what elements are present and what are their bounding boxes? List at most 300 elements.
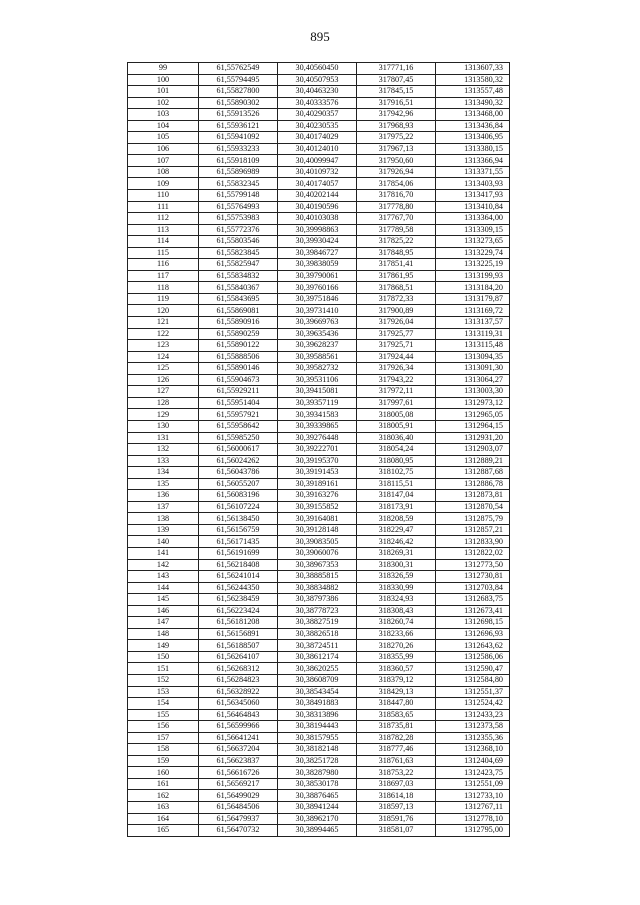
- point-number-cell: 111: [128, 201, 199, 213]
- longitude-cell: 30,39731410: [278, 305, 357, 317]
- longitude-cell: 30,38778723: [278, 605, 357, 617]
- table-row: [128, 802, 510, 814]
- point-number-cell: 114: [128, 236, 199, 248]
- latitude-cell: 61,55890146: [199, 363, 278, 375]
- longitude-cell: 30,38834882: [278, 582, 357, 594]
- table-row: [128, 420, 510, 432]
- y-coordinate-cell: 1313137,57: [436, 317, 510, 329]
- latitude-cell: 61,56637204: [199, 744, 278, 756]
- x-coordinate-cell: 317816,70: [357, 190, 436, 202]
- point-number-cell: 133: [128, 455, 199, 467]
- longitude-cell: 30,38543454: [278, 686, 357, 698]
- table-row: [128, 547, 510, 559]
- y-coordinate-cell: 1313179,87: [436, 293, 510, 305]
- x-coordinate-cell: 317825,22: [357, 236, 436, 248]
- point-number-cell: 164: [128, 813, 199, 825]
- y-coordinate-cell: 1312778,10: [436, 813, 510, 825]
- x-coordinate-cell: 318330,99: [357, 582, 436, 594]
- x-coordinate-cell: 317916,51: [357, 97, 436, 109]
- longitude-cell: 30,40230535: [278, 120, 357, 132]
- y-coordinate-cell: 1313580,32: [436, 74, 510, 86]
- y-coordinate-cell: 1312873,81: [436, 490, 510, 502]
- table-row: [128, 340, 510, 352]
- x-coordinate-cell: 318360,57: [357, 663, 436, 675]
- point-number-cell: 154: [128, 698, 199, 710]
- point-number-cell: 108: [128, 166, 199, 178]
- y-coordinate-cell: 1312886,78: [436, 478, 510, 490]
- longitude-cell: 30,40190596: [278, 201, 357, 213]
- y-coordinate-cell: 1313003,30: [436, 386, 510, 398]
- longitude-cell: 30,40174029: [278, 132, 357, 144]
- longitude-cell: 30,38313896: [278, 709, 357, 721]
- table-row: [128, 478, 510, 490]
- y-coordinate-cell: 1312355,36: [436, 732, 510, 744]
- point-number-cell: 126: [128, 374, 199, 386]
- longitude-cell: 30,39128148: [278, 524, 357, 536]
- y-coordinate-cell: 1312696,93: [436, 628, 510, 640]
- point-number-cell: 151: [128, 663, 199, 675]
- longitude-cell: 30,38962170: [278, 813, 357, 825]
- table-row: [128, 444, 510, 456]
- point-number-cell: 120: [128, 305, 199, 317]
- point-number-cell: 115: [128, 247, 199, 259]
- latitude-cell: 61,56055207: [199, 478, 278, 490]
- longitude-cell: 30,38994465: [278, 825, 357, 837]
- point-number-cell: 146: [128, 605, 199, 617]
- longitude-cell: 30,38827519: [278, 617, 357, 629]
- longitude-cell: 30,39341583: [278, 409, 357, 421]
- y-coordinate-cell: 1313490,32: [436, 97, 510, 109]
- y-coordinate-cell: 1313184,20: [436, 282, 510, 294]
- point-number-cell: 129: [128, 409, 199, 421]
- x-coordinate-cell: 317848,95: [357, 247, 436, 259]
- latitude-cell: 61,55762549: [199, 63, 278, 75]
- table-row: [128, 755, 510, 767]
- longitude-cell: 30,39635436: [278, 328, 357, 340]
- x-coordinate-cell: 318102,75: [357, 467, 436, 479]
- point-number-cell: 122: [128, 328, 199, 340]
- y-coordinate-cell: 1313229,74: [436, 247, 510, 259]
- table-row: [128, 247, 510, 259]
- table-row: [128, 490, 510, 502]
- latitude-cell: 61,56181208: [199, 617, 278, 629]
- point-number-cell: 134: [128, 467, 199, 479]
- table-row: [128, 213, 510, 225]
- x-coordinate-cell: 317968,93: [357, 120, 436, 132]
- y-coordinate-cell: 1313169,72: [436, 305, 510, 317]
- x-coordinate-cell: 318080,95: [357, 455, 436, 467]
- table-row: [128, 201, 510, 213]
- x-coordinate-cell: 317771,16: [357, 63, 436, 75]
- x-coordinate-cell: 317861,95: [357, 270, 436, 282]
- latitude-cell: 61,56244350: [199, 582, 278, 594]
- point-number-cell: 147: [128, 617, 199, 629]
- latitude-cell: 61,56156759: [199, 524, 278, 536]
- latitude-cell: 61,55936121: [199, 120, 278, 132]
- latitude-cell: 61,56138450: [199, 513, 278, 525]
- table-row: [128, 363, 510, 375]
- latitude-cell: 61,56569217: [199, 778, 278, 790]
- table-row: [128, 236, 510, 248]
- table-row: [128, 594, 510, 606]
- table-row: [128, 74, 510, 86]
- table-row: [128, 178, 510, 190]
- latitude-cell: 61,56623837: [199, 755, 278, 767]
- y-coordinate-cell: 1313366,94: [436, 155, 510, 167]
- point-number-cell: 113: [128, 224, 199, 236]
- longitude-cell: 30,38724511: [278, 640, 357, 652]
- x-coordinate-cell: 317926,94: [357, 166, 436, 178]
- latitude-cell: 61,55832345: [199, 178, 278, 190]
- point-number-cell: 100: [128, 74, 199, 86]
- table-row: [128, 686, 510, 698]
- x-coordinate-cell: 317789,58: [357, 224, 436, 236]
- x-coordinate-cell: 317925,71: [357, 340, 436, 352]
- x-coordinate-cell: 317924,44: [357, 351, 436, 363]
- x-coordinate-cell: 318246,42: [357, 536, 436, 548]
- longitude-cell: 30,38876465: [278, 790, 357, 802]
- x-coordinate-cell: 317942,96: [357, 109, 436, 121]
- point-number-cell: 119: [128, 293, 199, 305]
- longitude-cell: 30,39582732: [278, 363, 357, 375]
- table-row: [128, 605, 510, 617]
- longitude-cell: 30,39669763: [278, 317, 357, 329]
- y-coordinate-cell: 1312822,02: [436, 547, 510, 559]
- table-row: [128, 721, 510, 733]
- longitude-cell: 30,39195370: [278, 455, 357, 467]
- y-coordinate-cell: 1312373,58: [436, 721, 510, 733]
- point-number-cell: 105: [128, 132, 199, 144]
- y-coordinate-cell: 1313309,15: [436, 224, 510, 236]
- longitude-cell: 30,39191453: [278, 467, 357, 479]
- y-coordinate-cell: 1312973,12: [436, 397, 510, 409]
- latitude-cell: 61,55951404: [199, 397, 278, 409]
- longitude-cell: 30,38612174: [278, 651, 357, 663]
- point-number-cell: 99: [128, 63, 199, 75]
- point-number-cell: 137: [128, 501, 199, 513]
- point-number-cell: 106: [128, 143, 199, 155]
- x-coordinate-cell: 317926,34: [357, 363, 436, 375]
- latitude-cell: 61,55843695: [199, 293, 278, 305]
- point-number-cell: 136: [128, 490, 199, 502]
- point-number-cell: 116: [128, 259, 199, 271]
- table-row: [128, 155, 510, 167]
- y-coordinate-cell: 1313417,93: [436, 190, 510, 202]
- latitude-cell: 61,55913526: [199, 109, 278, 121]
- table-row: [128, 455, 510, 467]
- point-number-cell: 149: [128, 640, 199, 652]
- table-row: [128, 732, 510, 744]
- point-number-cell: 158: [128, 744, 199, 756]
- x-coordinate-cell: 318591,76: [357, 813, 436, 825]
- latitude-cell: 61,56107224: [199, 501, 278, 513]
- point-number-cell: 103: [128, 109, 199, 121]
- point-number-cell: 131: [128, 432, 199, 444]
- y-coordinate-cell: 1312733,10: [436, 790, 510, 802]
- x-coordinate-cell: 318761,63: [357, 755, 436, 767]
- y-coordinate-cell: 1313273,65: [436, 236, 510, 248]
- latitude-cell: 61,56479937: [199, 813, 278, 825]
- x-coordinate-cell: 317967,13: [357, 143, 436, 155]
- latitude-cell: 61,56616726: [199, 767, 278, 779]
- longitude-cell: 30,39998863: [278, 224, 357, 236]
- x-coordinate-cell: 318324,93: [357, 594, 436, 606]
- longitude-cell: 30,40124010: [278, 143, 357, 155]
- table-row: [128, 432, 510, 444]
- y-coordinate-cell: 1312643,62: [436, 640, 510, 652]
- y-coordinate-cell: 1313371,55: [436, 166, 510, 178]
- x-coordinate-cell: 317943,22: [357, 374, 436, 386]
- table-row: [128, 317, 510, 329]
- longitude-cell: 30,40099947: [278, 155, 357, 167]
- coordinates-table: [127, 62, 510, 837]
- latitude-cell: 61,56000617: [199, 444, 278, 456]
- x-coordinate-cell: 317997,61: [357, 397, 436, 409]
- x-coordinate-cell: 318355,99: [357, 651, 436, 663]
- y-coordinate-cell: 1313607,33: [436, 63, 510, 75]
- longitude-cell: 30,40560450: [278, 63, 357, 75]
- x-coordinate-cell: 318581,07: [357, 825, 436, 837]
- longitude-cell: 30,39155852: [278, 501, 357, 513]
- table-row: [128, 409, 510, 421]
- x-coordinate-cell: 317926,04: [357, 317, 436, 329]
- latitude-cell: 61,56464843: [199, 709, 278, 721]
- y-coordinate-cell: 1313115,48: [436, 340, 510, 352]
- latitude-cell: 61,55840367: [199, 282, 278, 294]
- point-number-cell: 157: [128, 732, 199, 744]
- x-coordinate-cell: 318260,74: [357, 617, 436, 629]
- longitude-cell: 30,38530178: [278, 778, 357, 790]
- table-row: [128, 744, 510, 756]
- x-coordinate-cell: 317851,41: [357, 259, 436, 271]
- x-coordinate-cell: 318777,46: [357, 744, 436, 756]
- latitude-cell: 61,56470732: [199, 825, 278, 837]
- table-row: [128, 825, 510, 837]
- x-coordinate-cell: 318005,08: [357, 409, 436, 421]
- y-coordinate-cell: 1312524,42: [436, 698, 510, 710]
- latitude-cell: 61,55933233: [199, 143, 278, 155]
- y-coordinate-cell: 1313119,31: [436, 328, 510, 340]
- longitude-cell: 30,38194443: [278, 721, 357, 733]
- x-coordinate-cell: 318735,81: [357, 721, 436, 733]
- latitude-cell: 61,56156891: [199, 628, 278, 640]
- point-number-cell: 143: [128, 571, 199, 583]
- point-number-cell: 140: [128, 536, 199, 548]
- point-number-cell: 165: [128, 825, 199, 837]
- latitude-cell: 61,56345060: [199, 698, 278, 710]
- x-coordinate-cell: 318583,65: [357, 709, 436, 721]
- y-coordinate-cell: 1312931,20: [436, 432, 510, 444]
- point-number-cell: 117: [128, 270, 199, 282]
- point-number-cell: 161: [128, 778, 199, 790]
- point-number-cell: 141: [128, 547, 199, 559]
- x-coordinate-cell: 317807,45: [357, 74, 436, 86]
- table-row: [128, 663, 510, 675]
- longitude-cell: 30,38885815: [278, 571, 357, 583]
- latitude-cell: 61,55958642: [199, 420, 278, 432]
- table-row: [128, 305, 510, 317]
- table-row: [128, 651, 510, 663]
- x-coordinate-cell: 318308,43: [357, 605, 436, 617]
- longitude-cell: 30,39790061: [278, 270, 357, 282]
- longitude-cell: 30,40463230: [278, 86, 357, 98]
- latitude-cell: 61,56188507: [199, 640, 278, 652]
- table-row: [128, 617, 510, 629]
- point-number-cell: 127: [128, 386, 199, 398]
- point-number-cell: 130: [128, 420, 199, 432]
- longitude-cell: 30,39163276: [278, 490, 357, 502]
- point-number-cell: 153: [128, 686, 199, 698]
- point-number-cell: 142: [128, 559, 199, 571]
- table-row: [128, 224, 510, 236]
- longitude-cell: 30,39164081: [278, 513, 357, 525]
- table-row: [128, 698, 510, 710]
- longitude-cell: 30,39083505: [278, 536, 357, 548]
- table-row: [128, 524, 510, 536]
- y-coordinate-cell: 1312590,47: [436, 663, 510, 675]
- table-row: [128, 120, 510, 132]
- longitude-cell: 30,39357119: [278, 397, 357, 409]
- y-coordinate-cell: 1312965,05: [436, 409, 510, 421]
- point-number-cell: 148: [128, 628, 199, 640]
- latitude-cell: 61,56268312: [199, 663, 278, 675]
- y-coordinate-cell: 1312673,41: [436, 605, 510, 617]
- x-coordinate-cell: 317868,51: [357, 282, 436, 294]
- table-row: [128, 166, 510, 178]
- point-number-cell: 125: [128, 363, 199, 375]
- table-row: [128, 709, 510, 721]
- longitude-cell: 30,38967353: [278, 559, 357, 571]
- x-coordinate-cell: 318753,22: [357, 767, 436, 779]
- y-coordinate-cell: 1313364,00: [436, 213, 510, 225]
- latitude-cell: 61,56238459: [199, 594, 278, 606]
- table-row: [128, 513, 510, 525]
- y-coordinate-cell: 1313225,19: [436, 259, 510, 271]
- x-coordinate-cell: 318326,59: [357, 571, 436, 583]
- point-number-cell: 138: [128, 513, 199, 525]
- y-coordinate-cell: 1313094,35: [436, 351, 510, 363]
- y-coordinate-cell: 1313406,95: [436, 132, 510, 144]
- table-row: [128, 767, 510, 779]
- longitude-cell: 30,39339865: [278, 420, 357, 432]
- x-coordinate-cell: 318379,12: [357, 674, 436, 686]
- y-coordinate-cell: 1313091,30: [436, 363, 510, 375]
- x-coordinate-cell: 317950,60: [357, 155, 436, 167]
- table-row: [128, 63, 510, 75]
- longitude-cell: 30,39838059: [278, 259, 357, 271]
- table-row: [128, 374, 510, 386]
- latitude-cell: 61,55803546: [199, 236, 278, 248]
- point-number-cell: 152: [128, 674, 199, 686]
- longitude-cell: 30,39846727: [278, 247, 357, 259]
- table-row: [128, 640, 510, 652]
- x-coordinate-cell: 318208,59: [357, 513, 436, 525]
- x-coordinate-cell: 318597,13: [357, 802, 436, 814]
- latitude-cell: 61,56223424: [199, 605, 278, 617]
- x-coordinate-cell: 317845,15: [357, 86, 436, 98]
- table-row: [128, 778, 510, 790]
- latitude-cell: 61,55869081: [199, 305, 278, 317]
- latitude-cell: 61,55825947: [199, 259, 278, 271]
- y-coordinate-cell: 1313380,15: [436, 143, 510, 155]
- point-number-cell: 109: [128, 178, 199, 190]
- table-row: [128, 571, 510, 583]
- latitude-cell: 61,55827800: [199, 86, 278, 98]
- latitude-cell: 61,56083196: [199, 490, 278, 502]
- x-coordinate-cell: 317767,70: [357, 213, 436, 225]
- longitude-cell: 30,38826518: [278, 628, 357, 640]
- point-number-cell: 150: [128, 651, 199, 663]
- longitude-cell: 30,40109732: [278, 166, 357, 178]
- latitude-cell: 61,56241014: [199, 571, 278, 583]
- point-number-cell: 110: [128, 190, 199, 202]
- latitude-cell: 61,56264107: [199, 651, 278, 663]
- x-coordinate-cell: 317900,89: [357, 305, 436, 317]
- longitude-cell: 30,40174057: [278, 178, 357, 190]
- latitude-cell: 61,55904673: [199, 374, 278, 386]
- table-row: [128, 328, 510, 340]
- longitude-cell: 30,38157955: [278, 732, 357, 744]
- x-coordinate-cell: 318229,47: [357, 524, 436, 536]
- table-row: [128, 813, 510, 825]
- longitude-cell: 30,40202144: [278, 190, 357, 202]
- y-coordinate-cell: 1313410,84: [436, 201, 510, 213]
- y-coordinate-cell: 1312833,90: [436, 536, 510, 548]
- point-number-cell: 163: [128, 802, 199, 814]
- x-coordinate-cell: 318697,03: [357, 778, 436, 790]
- latitude-cell: 61,55823845: [199, 247, 278, 259]
- table-row: [128, 536, 510, 548]
- latitude-cell: 61,56284823: [199, 674, 278, 686]
- table-row: [128, 143, 510, 155]
- y-coordinate-cell: 1313436,84: [436, 120, 510, 132]
- point-number-cell: 155: [128, 709, 199, 721]
- table-row: [128, 501, 510, 513]
- y-coordinate-cell: 1312703,84: [436, 582, 510, 594]
- table-row: [128, 351, 510, 363]
- point-number-cell: 156: [128, 721, 199, 733]
- y-coordinate-cell: 1313468,00: [436, 109, 510, 121]
- y-coordinate-cell: 1312551,37: [436, 686, 510, 698]
- x-coordinate-cell: 318173,91: [357, 501, 436, 513]
- point-number-cell: 159: [128, 755, 199, 767]
- x-coordinate-cell: 318054,24: [357, 444, 436, 456]
- y-coordinate-cell: 1312773,50: [436, 559, 510, 571]
- longitude-cell: 30,38941244: [278, 802, 357, 814]
- x-coordinate-cell: 318036,40: [357, 432, 436, 444]
- latitude-cell: 61,55890302: [199, 97, 278, 109]
- longitude-cell: 30,40103038: [278, 213, 357, 225]
- longitude-cell: 30,38251728: [278, 755, 357, 767]
- y-coordinate-cell: 1312795,00: [436, 825, 510, 837]
- table-row: [128, 259, 510, 271]
- longitude-cell: 30,38182148: [278, 744, 357, 756]
- y-coordinate-cell: 1312433,23: [436, 709, 510, 721]
- y-coordinate-cell: 1312584,80: [436, 674, 510, 686]
- longitude-cell: 30,39415081: [278, 386, 357, 398]
- latitude-cell: 61,55929211: [199, 386, 278, 398]
- longitude-cell: 30,39751846: [278, 293, 357, 305]
- point-number-cell: 107: [128, 155, 199, 167]
- point-number-cell: 118: [128, 282, 199, 294]
- x-coordinate-cell: 317778,80: [357, 201, 436, 213]
- longitude-cell: 30,39060076: [278, 547, 357, 559]
- latitude-cell: 61,56328922: [199, 686, 278, 698]
- y-coordinate-cell: 1312875,79: [436, 513, 510, 525]
- latitude-cell: 61,56218408: [199, 559, 278, 571]
- x-coordinate-cell: 317872,33: [357, 293, 436, 305]
- point-number-cell: 132: [128, 444, 199, 456]
